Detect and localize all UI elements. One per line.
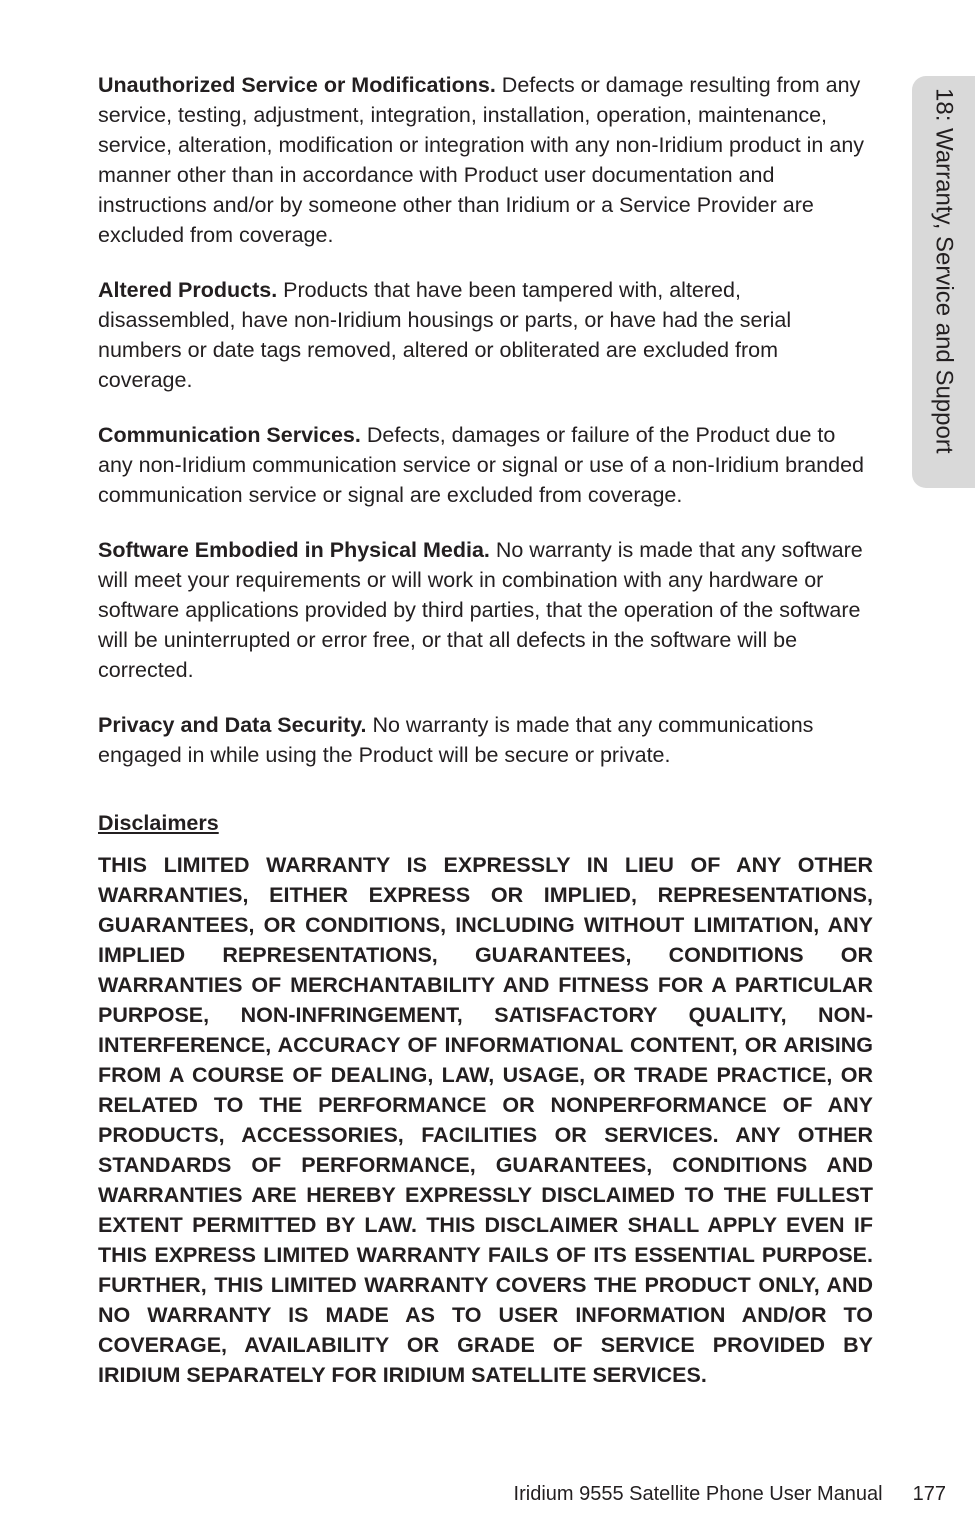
manual-title: Iridium 9555 Satellite Phone User Manual — [513, 1483, 883, 1505]
paragraph-software-media — [98, 535, 873, 685]
paragraph-privacy-security — [98, 710, 873, 770]
paragraph-altered-products — [98, 275, 873, 395]
paragraph-body: No warranty is made that any communications engaged in while using the Product will be secure or private. — [98, 713, 814, 767]
disclaimers-heading: Disclaimers — [98, 811, 219, 835]
paragraph-lead: Unauthorized Service or Modifications. — [98, 73, 496, 97]
chapter-tab-label: 18: Warranty, Service and Support — [930, 88, 958, 454]
page-content — [98, 70, 873, 1390]
page-number: 177 — [912, 1483, 946, 1505]
paragraph-body: Products that have been tampered with, altered, disassembled, have non-Iridium housings or parts, or have had the serial numbers or date tags removed, altered or obliterated are excluded from coverage. — [98, 278, 792, 392]
paragraph-body: Defects, damages or failure of the Product due to any non-Iridium communication service or signal or use of a non-Iridium branded communication service or signal are excluded from coverage. — [98, 423, 865, 507]
page-footer — [0, 1483, 946, 1506]
paragraph-body: Defects or damage resulting from any service, testing, adjustment, integration, installation, operation, maintenance, service, alteration, modification or integration with any non-Iridium product in any manner other than in accordance with Product user documentation and instructions and/or by someone other than Iridium or a Service Provider are excluded from coverage. — [98, 73, 865, 247]
paragraph-lead: Altered Products. — [98, 278, 278, 302]
paragraph-body: No warranty is made that any software will meet your requirements or will work in combination with any hardware or software applications provided by third parties, that the operation of the software will be uninterrupted or error free, or that all defects in the software will be corrected. — [98, 538, 863, 682]
paragraph-lead: Communication Services. — [98, 423, 361, 447]
paragraph-communication-services — [98, 420, 873, 510]
paragraph-lead: Software Embodied in Physical Media. — [98, 538, 490, 562]
paragraph-unauthorized-service — [98, 70, 873, 250]
chapter-side-tab — [912, 76, 975, 488]
disclaimers-text: THIS LIMITED WARRANTY IS EXPRESSLY IN LIEU OF ANY OTHER WARRANTIES, EITHER EXPRESS OR IMPLIED, REPRESENTATIONS, GUARANTEES, OR CONDITIONS, INCLUDING WITHOUT LIMITATION, ANY IMPLIED REPRESENTATIONS, GUARANTEES, CONDITIONS OR WARRANTIES OF MERCHANTABILITY AND FITNESS FOR A PARTICULAR PURPOSE, NON-INFRINGEMENT, SATISFACTORY QUALITY, NON-INTERFERENCE, ACCURACY OF INFORMATIONAL CONTENT, OR ARISING FROM A COURSE OF DEALING, LAW, USAGE, OR TRADE PRACTICE, OR RELATED TO THE PERFORMANCE OR NONPERFORMANCE OF ANY PRODUCTS, ACCESSORIES, FACILITIES OR SERVICES. ANY OTHER STANDARDS OF PERFORMANCE, GUARANTEES, CONDITIONS AND WARRANTIES ARE HEREBY EXPRESSLY DISCLAIMED TO THE FULLEST EXTENT PERMITTED BY LAW. THIS DISCLAIMER SHALL APPLY EVEN IF THIS EXPRESS LIMITED WARRANTY FAILS OF ITS ESSENTIAL PURPOSE. FURTHER, THIS LIMITED WARRANTY COVERS THE PRODUCT ONLY, AND NO WARRANTY IS MADE AS TO USER INFORMATION AND/OR TO COVERAGE, AVAILABILITY OR GRADE OF SERVICE PROVIDED BY IRIDIUM SEPARATELY FOR IRIDIUM SATELLITE SERVICES. — [98, 853, 873, 1387]
paragraph-lead: Privacy and Data Security. — [98, 713, 367, 737]
